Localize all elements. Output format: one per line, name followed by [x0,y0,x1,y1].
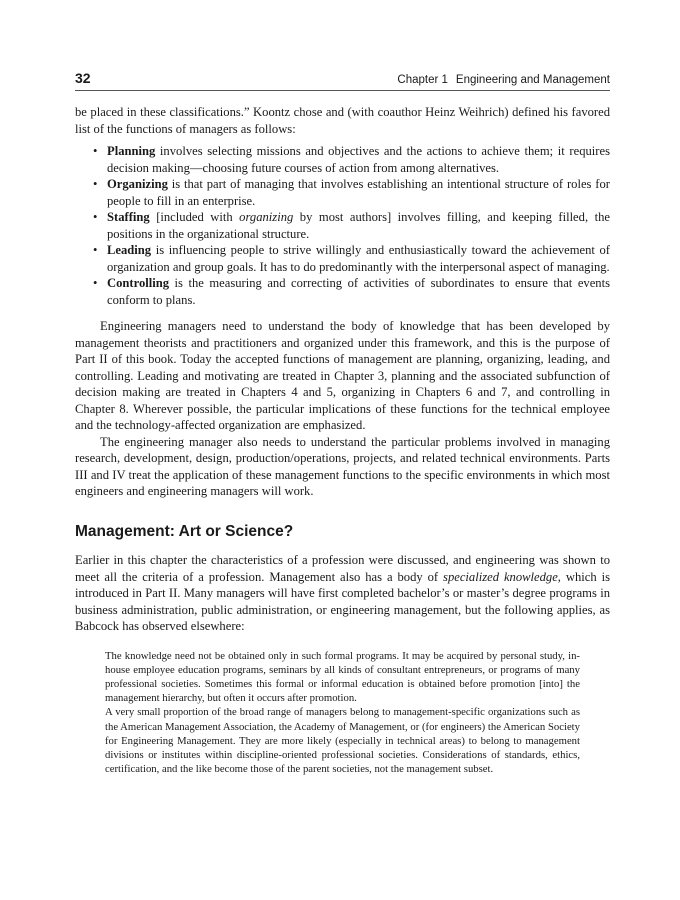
function-description: involves selecting missions and objectives and the actions to achieve them; it requires decision making—choosing future courses of action from among alternatives. [107,144,610,175]
function-term: Planning [107,144,156,158]
quote-paragraph: A very small proportion of the broad range of managers belong to management-specific organizations such as the American Management Association, the Academy of Management, or (for engineers) the American Society for Engineering Management. They are more likely (especially in technical areas) to belong to management divisions or institutes within discipline-oriented professional societies. Considerations of standards, ethics, certification, and the like become those of the parent societies, not the management subset. [105,706,580,776]
emphasis-text: specialized knowledge [443,569,558,584]
page-header [75,70,610,86]
function-term: Organizing [107,177,168,191]
quote-paragraph: The knowledge need not be obtained only in such formal programs. It may be acquired by personal study, in-house employee education programs, seminars by all kinds of consultant entrepreneurs, or programs of many professional societies. Sometimes this formal or informal education is obtained before promotion [into] the management hierarchy, but often it occurs after promotion. [105,649,580,705]
body-text [75,104,610,776]
intro-paragraph: be placed in these classifications.” Koontz chose and (with coauthor Heinz Weihrich) defined his favored list of the functions of managers as follows: [75,105,610,136]
management-functions-list [75,143,610,308]
list-item [107,176,610,209]
block-quote [105,649,580,777]
chapter-label: Chapter 1 [397,74,448,86]
header-rule [75,90,610,91]
section-paragraph [75,552,610,635]
page-number: 32 [75,70,91,86]
function-description: is influencing people to strive willingly and enthusiastically toward the achievement of organization and group goals. It has to do predominantly with the interpersonal aspect of managing. [107,243,610,274]
function-term: Staffing [107,210,150,224]
section-paragraph-text: Earlier in this chapter the characteristics of a profession were discussed, and engineering was shown to meet all the criteria of a profession. Management also has a body of [75,553,610,584]
chapter-title: Engineering and Management [455,74,610,86]
running-head [397,74,610,86]
list-item [107,275,610,308]
body-paragraph: Engineering managers need to understand the body of knowledge that has been developed by management theorists and practitioners and organized under this framework, and this is the purpose of Part II of this book. Today the accepted functions of management are planning, organizing, leading, and controlling. Leading and motivating are treated in Chapter 3, planning and the associated subfunction of decision making are treated in Chapters 4 and 5, organizing in Chapters 6 and 7, and controlling in Chapter 8. Wherever possible, the particular implications of these functions for the technical employee and the technology-affected organization are emphasized. [75,319,610,432]
list-item [107,209,610,242]
function-description: by most authors] involves filling, and keeping filled, the positions in the organizational structure. [107,210,610,241]
list-item [107,242,610,275]
section-heading: Management: Art or Science? [75,522,294,540]
function-description: is the measuring and correcting of activities of subordinates to ensure that events conform to plans. [107,276,610,307]
function-description: is that part of managing that involves establishing an intentional structure of roles for people to fill in an enterprise. [107,177,610,208]
body-paragraph: The engineering manager also needs to understand the particular problems involved in managing research, development, design, production/operations, projects, and related technical environments. Parts III and IV treat the application of these management functions to the specific environments in which most engineers and engineering managers will work. [75,434,610,498]
function-term: Controlling [107,276,170,290]
function-description: [included with [149,210,240,224]
section-paragraph-text: , which is introduced in Part II. Many managers will have first completed bachelor’s or master’s degree programs in business administration, public administration, or engineering management, but the following applies, as Babcock has observed elsewhere: [75,569,610,633]
list-item [107,143,610,176]
emphasis-text: organizing [239,210,294,224]
function-term: Leading [107,243,152,257]
